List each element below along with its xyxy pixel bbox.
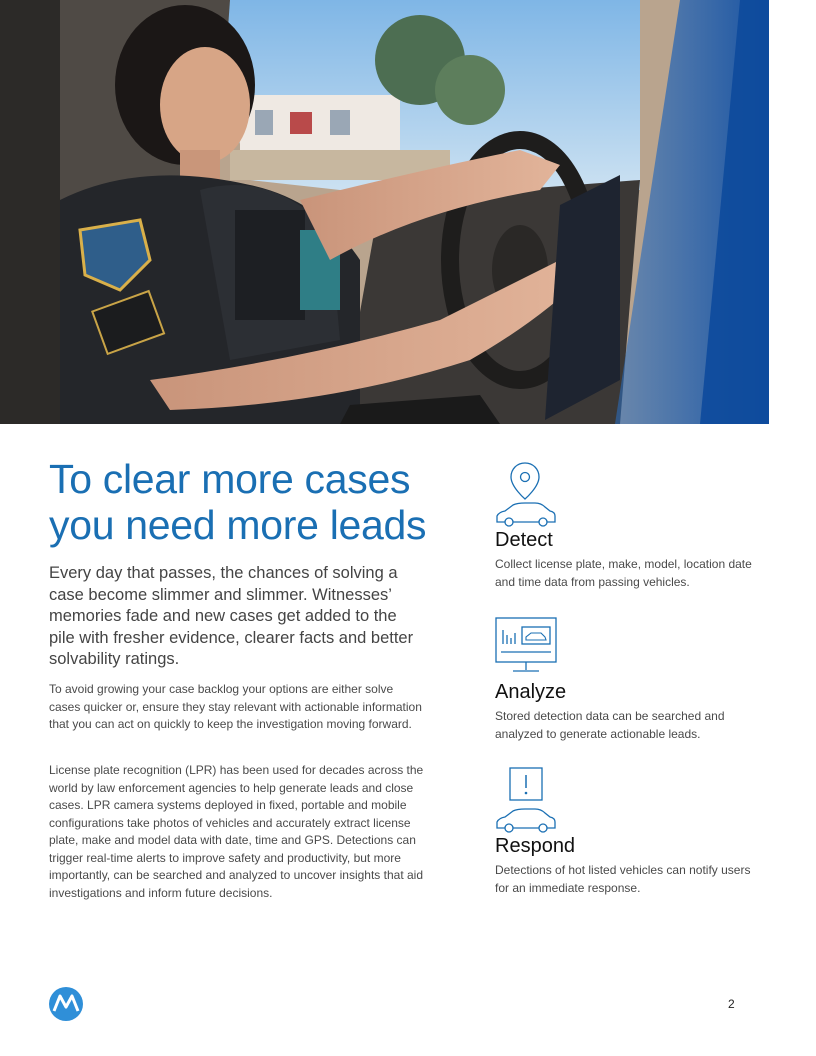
feature-title: Detect: [495, 529, 553, 551]
monitor-chart-car-icon: [495, 616, 559, 674]
feature-respond: [495, 766, 760, 897]
hero-photo-illustration: [0, 0, 769, 424]
motorola-logo: [49, 987, 83, 1021]
feature-title: Analyze: [495, 681, 567, 703]
feature-text: Detections of hot listed vehicles can notify users for an immediate response.: [495, 863, 751, 895]
page-number: 2: [728, 997, 735, 1011]
feature-title: Respond: [495, 835, 576, 857]
feature-text: Stored detection data can be searched and analyzed to generate actionable leads.: [495, 709, 725, 741]
feature-text: Collect license plate, make, model, location date and time data from passing vehicles.: [495, 557, 752, 589]
page-headline: To clear more cases you need more leads: [49, 456, 427, 548]
body-paragraph: License plate recognition (LPR) has been used for decades across the world by law enforcement agencies to help generate leads and close cases. LPR camera systems deployed in fixed, portable and mobile configurations take photos of vehicles and accurately extract license plate, make and model data with date, time and GPS. Detections can trigger real-time alerts to improve safety and productivity, but more importantly, can be searched and analyzed to uncover insights that aid investigations and inform future decisions.: [49, 763, 424, 900]
body-paragraph: To avoid growing your case backlog your options are either solve cases quicker or, ensure they stay relevant with actionable information that you can act on quickly to keep the investigation moving forward.: [49, 682, 422, 731]
lead-paragraph: Every day that passes, the chances of solving a case become slimmer and slimmer. Witnesses’ memories fade and new cases get added to the pile with fresher evidence, clearer facts and better solvability ratings.: [49, 564, 414, 668]
hero-photo: [0, 0, 769, 424]
location-pin-car-icon: [495, 460, 559, 528]
alert-car-icon: [495, 766, 559, 834]
feature-detect: [495, 460, 760, 591]
feature-analyze: [495, 616, 760, 743]
